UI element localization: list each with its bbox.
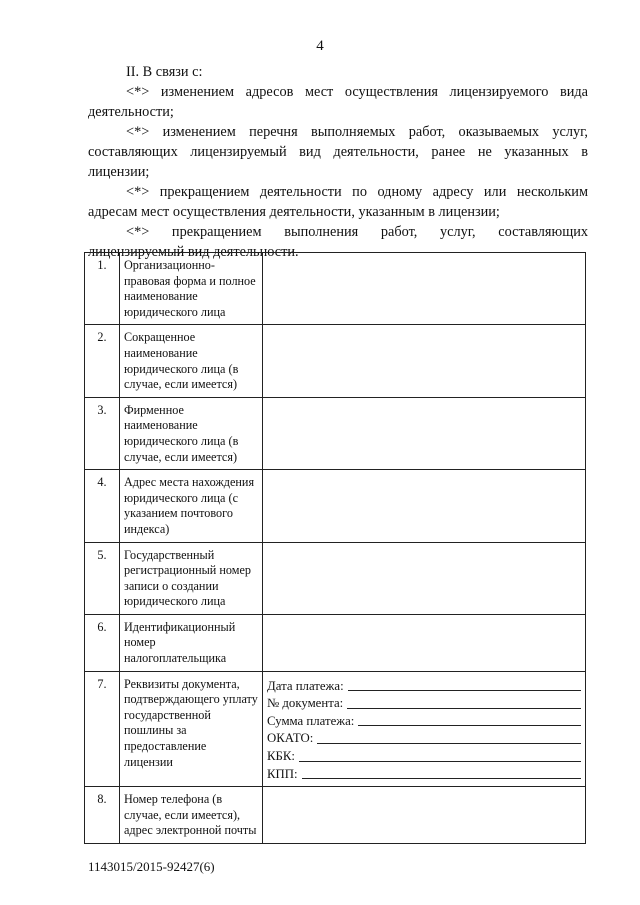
row-value-field[interactable] [263,397,586,469]
intro-item-3: <*> прекращением деятельности по одному адресу или нескольким адресам мест осуществления деятельности, указанным в лицензии; [88,184,588,220]
payment-amount-label: Сумма платежа: [267,713,355,728]
row-label: Государственный регистрационный номер записи о создании юридического лица [120,542,263,614]
document-code-footer: 1143015/2015-92427(6) [88,859,215,874]
row-number: 2. [85,325,120,397]
fill-line [348,690,581,691]
kbk-line[interactable] [267,747,581,765]
row-value-field[interactable] [263,614,586,671]
kpp-label: КПП: [267,766,298,781]
okato-line[interactable] [267,729,581,747]
payment-date-label: Дата платежа: [267,678,344,693]
row-label: Сокращенное наименование юридического лица (в случае, если имеется) [120,325,263,397]
intro-item-4: <*> прекращением выполнения работ, услуг, составляющих лицензируемый вид деятельности. [88,224,588,260]
kpp-line[interactable] [267,765,581,783]
row-value-field[interactable] [263,787,586,844]
row-number: 5. [85,542,120,614]
page-number: 4 [316,38,324,54]
fill-line [299,761,581,762]
row-number: 1. [85,253,120,325]
row-value-field[interactable] [263,253,586,325]
row-number: 7. [85,671,120,787]
row-value-field[interactable] [263,470,586,542]
row-number: 4. [85,470,120,542]
table-row [85,542,586,614]
table-row [85,671,586,787]
okato-label: ОКАТО: [267,731,314,746]
fill-line [358,725,581,726]
document-number-label: № документа: [267,696,344,711]
row-label: Реквизиты документа, подтверждающего уплату государственной пошлины за предоставление лицензии [120,671,263,787]
table-row [85,470,586,542]
row-number: 8. [85,787,120,844]
payment-amount-line[interactable] [267,712,581,730]
fill-line [302,778,581,779]
row-label: Идентификационный номер налогоплательщика [120,614,263,671]
table-row [85,253,586,325]
row-label: Адрес места нахождения юридического лица (с указанием почтового индекса) [120,470,263,542]
intro-section [88,62,588,262]
row-number: 3. [85,397,120,469]
payment-date-line[interactable] [267,677,581,695]
row-label: Фирменное наименование юридического лица (в случае, если имеется) [120,397,263,469]
license-form-table [84,252,586,844]
table-row [85,397,586,469]
table-row [85,325,586,397]
table-row [85,614,586,671]
row-number: 6. [85,614,120,671]
row-value-field[interactable] [263,325,586,397]
row-value-field[interactable] [263,542,586,614]
intro-heading: II. В связи с: [126,64,203,80]
payment-details-cell [263,671,586,787]
row-label: Номер телефона (в случае, если имеется), адрес электронной почты [120,787,263,844]
document-number-line[interactable] [267,694,581,712]
intro-item-1: <*> изменением адресов мест осуществления лицензируемого вида деятельности; [88,84,588,120]
row-label: Организационно-правовая форма и полное наименование юридического лица [120,253,263,325]
table-row [85,787,586,844]
kbk-label: КБК: [267,749,295,764]
intro-item-2: <*> изменением перечня выполняемых работ, оказываемых услуг, составляющих лицензируемый вид деятельности, ранее не указанных в лицензии; [88,124,588,180]
fill-line [347,708,581,709]
fill-line [317,743,581,744]
